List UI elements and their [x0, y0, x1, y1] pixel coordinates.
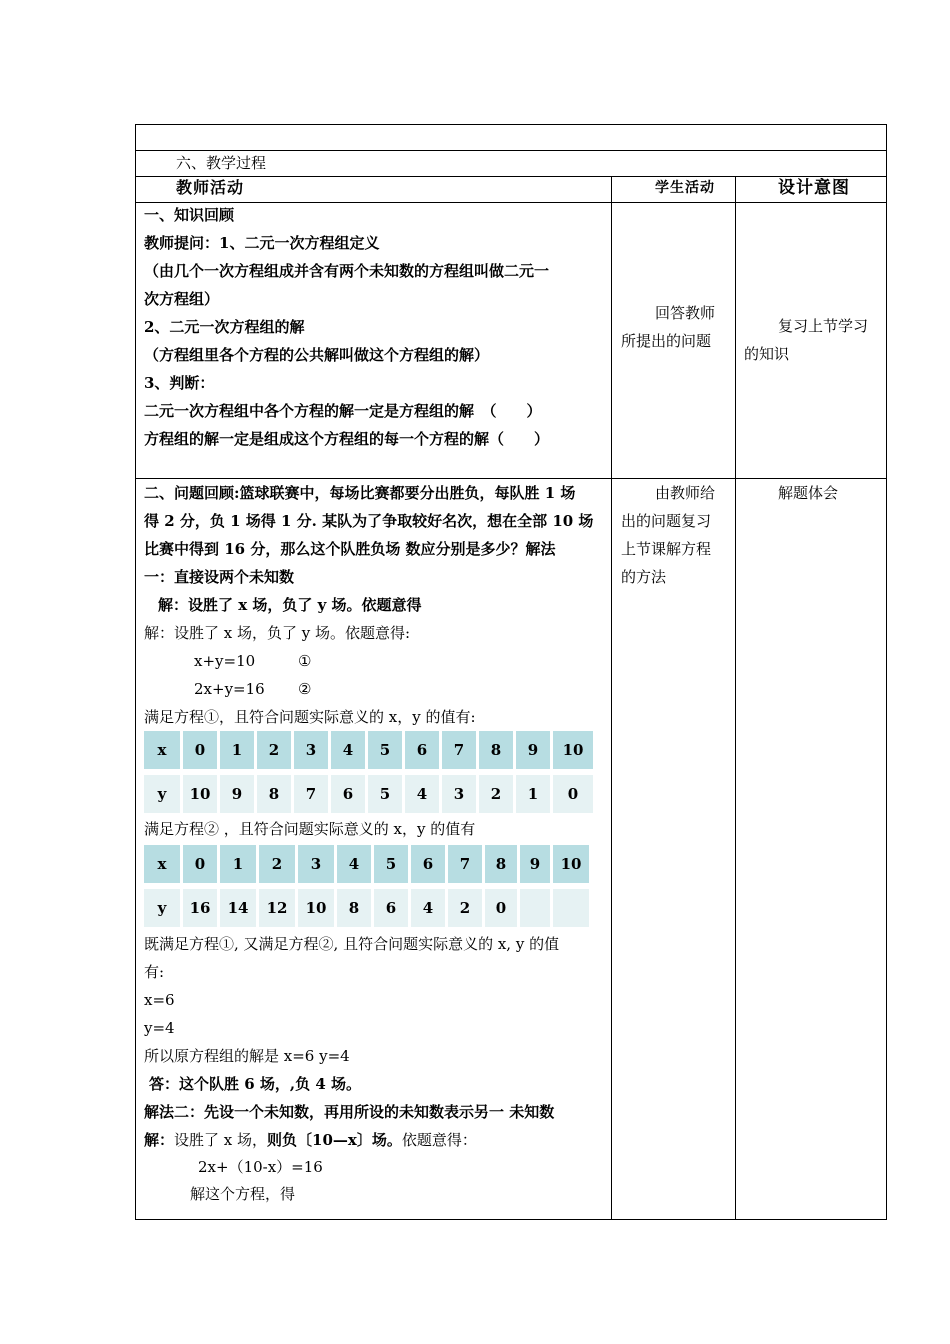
- review-line: 2、二元一次方程组的解: [144, 318, 305, 336]
- table-cell: 5: [368, 775, 402, 813]
- review-line: （由几个一次方程组成并含有两个未知数的方程组叫做二元一: [144, 262, 550, 280]
- table-cell: 7: [442, 731, 476, 769]
- equation-2: 2x+y=16: [194, 680, 265, 698]
- problem-student-text: 出的问题复习: [621, 512, 712, 530]
- method2-solution-prefix: 解：: [144, 1131, 175, 1149]
- table-cell: 9: [520, 845, 550, 883]
- review-line: 教师提问：1、二元一次方程组定义: [144, 234, 380, 252]
- value-table-1: [141, 731, 596, 813]
- table-cell: 4: [331, 731, 365, 769]
- method2-solution-text: 设胜了 x 场，: [174, 1131, 268, 1149]
- table-cell: 8: [337, 889, 371, 927]
- table-cell: 2: [257, 731, 291, 769]
- table-cell: 3: [298, 845, 334, 883]
- table-cell: 14: [220, 889, 256, 927]
- header-design: 设计意图: [778, 178, 850, 198]
- table-cell: 3: [294, 731, 328, 769]
- problem-student-text: 的方法: [621, 568, 667, 586]
- table-cell: 7: [448, 845, 482, 883]
- review-design-text: 的知识: [744, 345, 790, 363]
- problem-line: 二、问题回顾:篮球联赛中，每场比赛都要分出胜负，每队胜 1 场: [144, 484, 576, 502]
- table-cell: 6: [374, 889, 408, 927]
- table-cell: 0: [485, 889, 517, 927]
- solution-line: 所以原方程组的解是 x=6 y=4: [144, 1047, 350, 1065]
- table-cell: 7: [294, 775, 328, 813]
- equation-1-mark: ①: [298, 652, 312, 670]
- table-cell: 2: [259, 845, 295, 883]
- method2-solution-bold: 则负〔10—x〕场。: [267, 1131, 402, 1149]
- solve-line: 解这个方程，得: [190, 1185, 296, 1203]
- table-cell: 10: [183, 775, 217, 813]
- table-cell: x: [144, 845, 180, 883]
- review-line: 二元一次方程组中各个方程的解一定是方程组的解 （ ）: [144, 402, 542, 420]
- table-cell: 6: [331, 775, 365, 813]
- problem-line: 得 2 分，负 1 场得 1 分. 某队为了争取较好名次，想在全部 10 场: [144, 512, 594, 530]
- table-cell: 8: [479, 731, 513, 769]
- problem-line: 一：直接设两个未知数: [144, 568, 295, 586]
- x-value: x=6: [144, 991, 175, 1009]
- table-cell: 2: [479, 775, 513, 813]
- problem-student-text: 由教师给: [655, 484, 716, 502]
- problem-line: 解：设胜了 x 场，负了 y 场。依题意得: [158, 596, 422, 614]
- value-table-2: [141, 845, 592, 927]
- table-cell: [553, 889, 589, 927]
- review-student-text: 所提出的问题: [621, 332, 712, 350]
- review-line: 次方程组）: [144, 290, 220, 308]
- table-cell: 2: [448, 889, 482, 927]
- problem-student-text: 上节课解方程: [621, 540, 712, 558]
- table-cell: 9: [516, 731, 550, 769]
- y-value: y=4: [144, 1019, 175, 1037]
- table-cell: [520, 889, 550, 927]
- equation-1: x+y=10: [194, 652, 256, 670]
- answer-line: 答：这个队胜 6 场，,负 4 场。: [149, 1075, 361, 1093]
- table-cell: 9: [220, 775, 254, 813]
- table-cell: 0: [183, 731, 217, 769]
- table-cell: 3: [442, 775, 476, 813]
- table1-caption: 满足方程①，且符合问题实际意义的 x，y 的值有:: [144, 708, 476, 726]
- table-cell: 4: [337, 845, 371, 883]
- table-cell: 1: [220, 731, 254, 769]
- row-divider: [136, 202, 886, 203]
- table-cell: 6: [411, 845, 445, 883]
- table-cell: 8: [485, 845, 517, 883]
- header-teacher: 教师活动: [176, 178, 245, 197]
- table-cell: 10: [298, 889, 334, 927]
- table-cell: 6: [405, 731, 439, 769]
- table-cell: 10: [553, 731, 593, 769]
- problem-plain-line: 解：设胜了 x 场，负了 y 场。依题意得:: [144, 624, 411, 642]
- table2-caption: 满足方程② ，且符合问题实际意义的 x，y 的值有: [144, 820, 476, 838]
- column-divider: [611, 176, 612, 1219]
- column-divider: [735, 176, 736, 1219]
- table-cell: 4: [405, 775, 439, 813]
- table-cell: 16: [183, 889, 217, 927]
- both-line: 有:: [144, 963, 165, 981]
- problem-line: 比赛中得到 16 分，那么这个队胜负场 数应分别是多少？解法: [144, 540, 556, 558]
- table-cell: 5: [368, 731, 402, 769]
- equation-3: 2x+（10-x）=16: [198, 1158, 323, 1176]
- table-cell: 0: [183, 845, 217, 883]
- review-line: 方程组的解一定是组成这个方程组的每一个方程的解（ ）: [144, 430, 550, 448]
- table-cell: 10: [553, 845, 589, 883]
- table-cell: y: [144, 775, 180, 813]
- table-cell: 4: [411, 889, 445, 927]
- method2-solution: [144, 1126, 477, 1154]
- method2-solution-tail: 依题意得：: [401, 1131, 477, 1149]
- equation-2-mark: ②: [298, 680, 312, 698]
- review-design-text: 复习上节学习: [778, 317, 869, 335]
- method2-line: 解法二：先设一个未知数，再用所设的未知数表示另一 未知数: [144, 1103, 555, 1121]
- review-line: （方程组里各个方程的公共解叫做这个方程组的解）: [144, 346, 490, 364]
- table-cell: 0: [553, 775, 593, 813]
- both-line: 既满足方程①, 又满足方程②, 且符合问题实际意义的 x, y 的值: [144, 935, 560, 953]
- table-cell: 5: [374, 845, 408, 883]
- review-line: 一、知识回顾: [144, 206, 235, 224]
- header-student: 学生活动: [655, 180, 715, 196]
- table-cell: 1: [516, 775, 550, 813]
- table-cell: x: [144, 731, 180, 769]
- table-cell: 12: [259, 889, 295, 927]
- review-student-text: 回答教师: [655, 304, 716, 322]
- table-cell: 8: [257, 775, 291, 813]
- problem-design-text: 解题体会: [778, 484, 839, 502]
- table-cell: 1: [220, 845, 256, 883]
- section-title: 六、教学过程: [176, 154, 267, 172]
- review-line: 3、判断：: [144, 374, 215, 392]
- table-cell: y: [144, 889, 180, 927]
